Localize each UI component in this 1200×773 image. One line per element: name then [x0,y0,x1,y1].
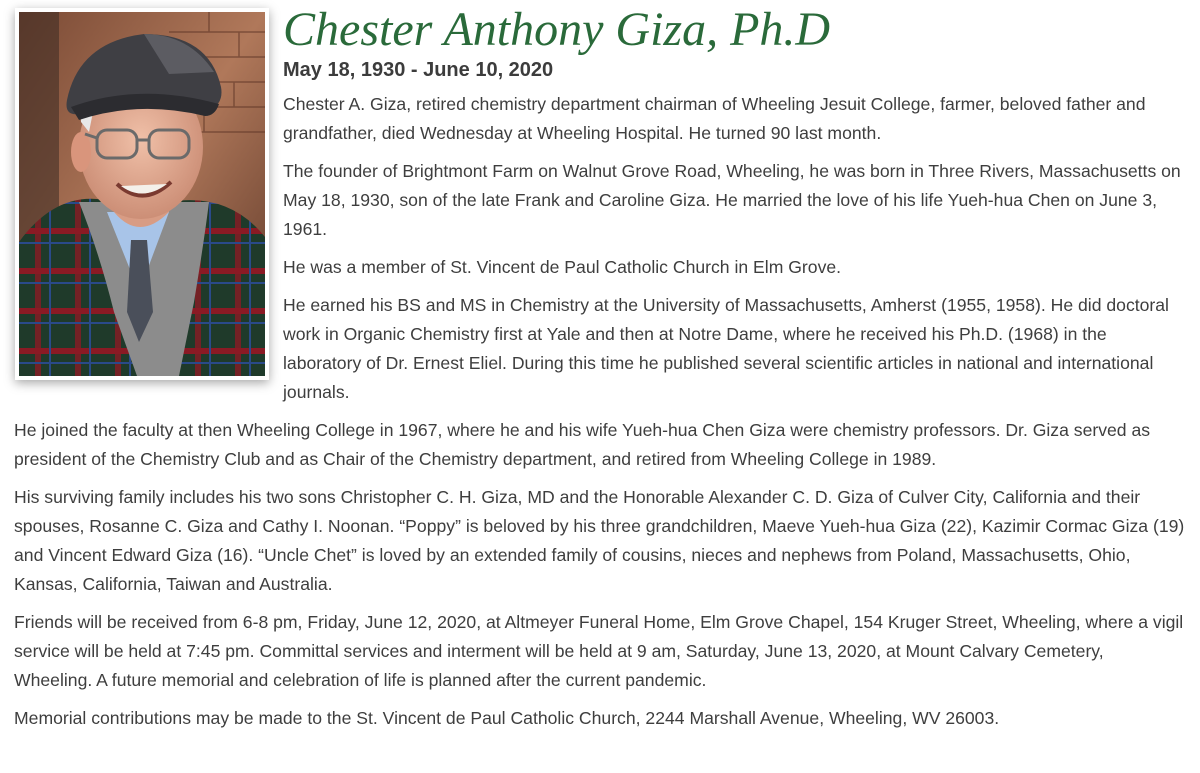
obituary-paragraph: He was a member of St. Vincent de Paul Catholic Church in Elm Grove. [283,257,842,277]
obituary-paragraph: His surviving family includes his two sons Christopher C. H. Giza, MD and the Honorable Alexander C. D. Giza of Culver City, California and their spouses, Rosanne C. Giza and Cathy I. Noonan. “Poppy” is beloved by his three grandchildren, Maeve Yueh-hua Giza (22), Kazimir Cormac Giza (19) and Vincent Edward Giza (16). “Uncle Chet” is loved by an extended family of cousins, nieces and nephews from Poland, Massachusetts, Ohio, Kansas, California, Taiwan and Australia. [14,487,1185,594]
obituary-paragraph: Memorial contributions may be made to the St. Vincent de Paul Catholic Church, 2244 Marshall Avenue, Wheeling, WV 26003. [14,708,1000,728]
obituary-paragraph: He joined the faculty at then Wheeling College in 1967, where he and his wife Yueh-hua Chen Giza were chemistry professors. Dr. Giza served as president of the Chemistry Club and as Chair of the Chemistry department, and retired from Wheeling College in 1989. [14,420,1151,469]
life-dates: May 18, 1930 - June 10, 2020 [283,59,554,81]
portrait-image [19,12,265,376]
obituary-paragraph: The founder of Brightmont Farm on Walnut Grove Road, Wheeling, he was born in Three Rivers, Massachusetts on May 18, 1930, son of the late Frank and Caroline Giza. He married the love of his life Yueh-hua Chen on June 3, 1961. [283,161,1181,239]
obituary-paragraph: Friends will be received from 6-8 pm, Friday, June 12, 2020, at Altmeyer Funeral Home, Elm Grove Chapel, 154 Kruger Street, Wheeling, where a vigil service will be held at 7:45 pm. Committal services and interment will be held at 9 am, Saturday, June 13, 2020, at Mount Calvary Cemetery, Wheeling. A future memorial and celebration of life is planned after the current pandemic. [14,612,1184,690]
obituary-paragraph: Chester A. Giza, retired chemistry department chairman of Wheeling Jesuit College, farmer, beloved father and grandfather, died Wednesday at Wheeling Hospital. He turned 90 last month. [283,94,1146,143]
obituary-title: Chester Anthony Giza, Ph.D [283,3,831,56]
portrait-photo [15,8,269,380]
obituary-paragraph: He earned his BS and MS in Chemistry at the University of Massachusetts, Amherst (1955, 1958). He did doctoral work in Organic Chemistry first at Yale and then at Notre Dame, where he received his Ph.D. (1968) in the laboratory of Dr. Ernest Eliel. During this time he published several scientific articles in national and international journals. [283,295,1169,402]
